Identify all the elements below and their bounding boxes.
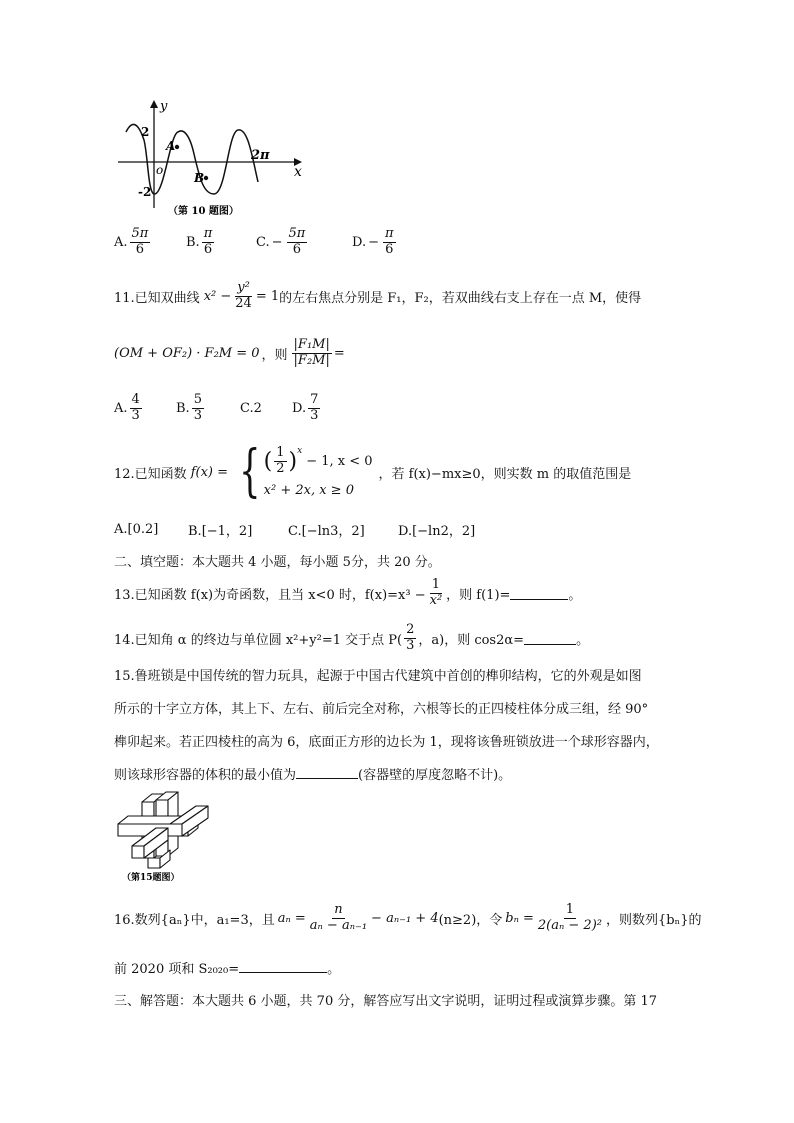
q10-sine-graph	[108, 96, 318, 220]
point-b-dot	[204, 176, 208, 180]
q15-answer-blank[interactable]	[296, 766, 358, 779]
point-a-label: A	[166, 139, 176, 153]
piecewise-brace: {	[239, 439, 261, 504]
q16-answer-blank[interactable]	[239, 960, 327, 973]
piece-1: ( $\frac{1}{2}$ ) $^x$ − 1, x < 0	[263, 445, 373, 476]
y-axis-label: y	[160, 99, 168, 114]
q11-stem: 11.已知双曲线 x² − $\frac{\text{y²}}{24}$ = 1 的左右焦点分别是 F₁，F₂，若双曲线右支上存在一点 M，使得	[114, 279, 642, 311]
q14: 14.已知角 α 的终边与单位圆 x²+y²=1 交于点 P( $\frac{2}{3}$ ，a)，则 cos2α= 。	[114, 621, 590, 653]
piece-2: x² + 2x, x ≥ 0	[263, 482, 354, 498]
section-2-heading: 二、填空题：本大题共 4 小题，每小题 5分，共 20 分。	[114, 555, 441, 570]
q15-line-4: 则该球形容器的体积的最小值为 (容器壁的厚度忽略不计)。	[114, 768, 512, 783]
q13: 13.已知函数 f(x)为奇函数，且当 x<0 时，f(x)=x³ − $\frac{1}{\text{x²}}$ ，则 f(1)= 。	[114, 576, 582, 608]
q11-condition: (OM + OF₂) · F₂M = 0 ，则 $\frac{\text{|F₁M|}}{\text{|F₂M|}}$ =	[114, 336, 345, 368]
q10-options	[114, 222, 398, 262]
point-b-label: B	[194, 171, 205, 185]
q11-option-c: C.2	[240, 400, 262, 416]
origin-label: o	[156, 163, 164, 177]
q12-options	[114, 520, 475, 538]
q10-option-d: D. − $\frac{\pi}{6}$	[352, 225, 394, 257]
q15-line-3: 榫卯起来。若正四棱柱的高为 6，底面正方形的边长为 1，现将该鲁班锁放进一个球形容器内，	[114, 735, 659, 750]
q16-line-1: 16.数列{aₙ}中，a₁=3，且 aₙ = $\frac{n}{\text{aₙ − aₙ₋₁}}$ − aₙ₋₁ + 4 (n≥2)，令 bₙ = $\frac{1}{\text{2(aₙ − 2)²}}$ ，则数列{bₙ}的	[114, 901, 702, 933]
x-axis-label: x	[294, 164, 302, 180]
q11-option-d: D. $\frac{7}{3}$	[292, 391, 319, 423]
section-3-heading: 三、解答题：本大题共 6 小题，共 70 分，解答应写出文字说明，证明过程或演算步骤。第 17	[114, 994, 658, 1009]
q14-answer-blank[interactable]	[524, 632, 576, 645]
luban-lock-figure	[112, 788, 222, 886]
q11-option-b: B. $\frac{5}{3}$	[176, 391, 202, 423]
q15-line-1: 15.鲁班锁是中国传统的智力玩具，起源于中国古代建筑中首创的榫卯结构，它的外观是如图	[114, 669, 642, 684]
piecewise-cases	[264, 446, 373, 498]
q12-option-c: C.[−ln3，2]	[288, 523, 365, 539]
q10-option-c: C. − $\frac{5\pi}{6}$	[256, 225, 306, 257]
q16-line-2: 前 2020 项和 S₂₀₂₀= 。	[114, 962, 341, 977]
q12-option-a: A.[0.2]	[114, 521, 159, 537]
q15-figure-caption: （第15题图）	[122, 873, 180, 883]
y-axis-arrow-icon	[150, 100, 158, 108]
figure-caption: （第 10 题图）	[168, 206, 239, 217]
q13-answer-blank[interactable]	[510, 587, 568, 600]
q11-option-a: A. $\frac{4}{3}$	[114, 391, 140, 423]
point-a-dot	[175, 145, 179, 149]
q10-option-b: B. $\frac{\pi}{6}$	[186, 225, 213, 257]
q12-option-b: B.[−1，2]	[188, 523, 253, 539]
q11-options	[114, 388, 322, 428]
label-2pi: 2π	[251, 148, 270, 163]
q10-option-a: A. $\frac{5\pi}{6}$	[114, 225, 149, 257]
q12-option-d: D.[−ln2，2]	[398, 523, 476, 539]
tick-label-2: 2	[141, 125, 150, 139]
q12-stem: 12.已知函数 f(x) = { ( $\frac{1}{2}$ ) $^x$ − 1, x < 0 x² + 2x, x ≥ 0 ，若 f(x)−mx≥0，则实数 m 的取值范围是	[114, 439, 632, 504]
tick-label-neg2: -2	[138, 185, 152, 199]
q15-line-2: 所示的十字立方体，其上下、左右、前后完全对称，六根等长的正四棱柱体分成三组，经 90°	[114, 702, 649, 717]
